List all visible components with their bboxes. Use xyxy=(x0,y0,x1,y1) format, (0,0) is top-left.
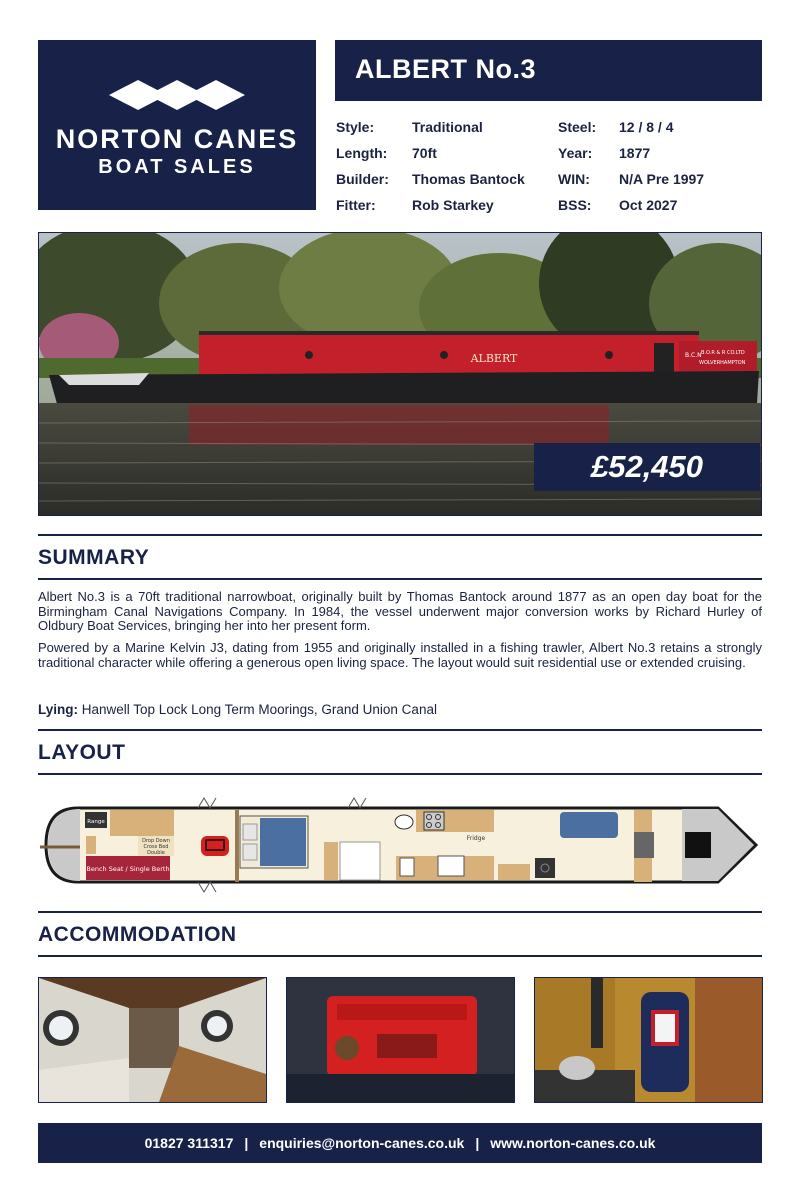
diamond-logo-icon xyxy=(38,78,316,112)
layout-heading: LAYOUT xyxy=(38,741,126,764)
drop-bed-label-2: Cross Bed xyxy=(143,844,169,850)
divider-rule xyxy=(38,773,762,775)
spec-value: N/A Pre 1997 xyxy=(619,171,705,187)
contact-footer xyxy=(38,1123,762,1163)
summary-paragraph-2: Powered by a Marine Kelvin J3, dating from 1955 and originally installed in a fishing trawler, Albert No.3 retains a strongly traditional character while offering a generous open living space. The layout would suit residential use or extended cruising. xyxy=(38,640,762,670)
hull-name-text: ALBERT xyxy=(470,352,518,365)
drop-bed-label-3: Double xyxy=(147,850,165,856)
spec-value: Thomas Bantock xyxy=(412,171,525,187)
divider-rule xyxy=(38,578,762,580)
hull-sign-line-1: B.C.N xyxy=(685,352,702,359)
title-bar xyxy=(335,40,762,101)
spec-value: Oct 2027 xyxy=(619,197,678,213)
spec-value: 70ft xyxy=(412,145,437,161)
hull-sign-line-2: B.O.R & R CO.LTD xyxy=(701,350,745,356)
spec-value: 1877 xyxy=(619,145,651,161)
footer-phone[interactable]: 01827 311317 xyxy=(144,1135,234,1151)
spec-label: Length: xyxy=(336,145,388,161)
logo-line-1: NORTON CANES xyxy=(55,124,299,154)
spec-label: BSS: xyxy=(558,197,592,213)
spec-label: Steel: xyxy=(558,119,597,135)
footer-divider: | xyxy=(244,1135,249,1151)
spec-value: Traditional xyxy=(412,119,483,135)
summary-paragraph-1: Albert No.3 is a 70ft traditional narrowboat, originally built by Thomas Bantock around 1877 as an open day boat for the Birmingham Canal Navigations Company. In 1984, the vessel underwent major conversion works by Richard Hurley of Oldbury Boat Services, bringing her into her present form. xyxy=(38,589,762,633)
bench-seat-label: Bench Seat / Single Berth xyxy=(86,865,170,873)
drop-bed-label-1: Drop Down xyxy=(142,838,170,844)
price-badge: £52,450 xyxy=(534,443,760,491)
hull-sign-line-3: WOLVERHAMPTON xyxy=(699,360,746,366)
divider-rule xyxy=(38,729,762,731)
engine-photo xyxy=(286,977,515,1103)
logo-line-2: BOAT SALES xyxy=(98,156,256,178)
interior-photo-galley xyxy=(38,977,267,1103)
accommodation-heading: ACCOMMODATION xyxy=(38,923,237,946)
lying-line xyxy=(38,702,437,717)
spec-label: WIN: xyxy=(558,171,590,187)
divider-rule xyxy=(38,911,762,913)
footer-email[interactable]: enquiries@norton-canes.co.uk xyxy=(259,1135,465,1151)
summary-heading: SUMMARY xyxy=(38,546,150,569)
divider-rule xyxy=(38,534,762,536)
fridge-label: Fridge xyxy=(466,835,486,842)
company-logo xyxy=(38,40,316,210)
spec-value: 12 / 8 / 4 xyxy=(619,119,674,135)
footer-website[interactable]: www.norton-canes.co.uk xyxy=(490,1135,656,1151)
interior-photo-stove xyxy=(534,977,763,1103)
divider-rule xyxy=(38,955,762,957)
range-label: Range xyxy=(87,819,105,825)
spec-label: Style: xyxy=(336,119,375,135)
footer-divider: | xyxy=(475,1135,480,1151)
spec-label: Fitter: xyxy=(336,197,376,213)
boat-layout-plan xyxy=(38,792,762,902)
lying-value: Hanwell Top Lock Long Term Moorings, Grand Union Canal xyxy=(81,702,437,717)
spec-label: Year: xyxy=(558,145,593,161)
spec-label: Builder: xyxy=(336,171,389,187)
lying-label: Lying: xyxy=(38,702,78,717)
boat-title: ALBERT No.3 xyxy=(355,54,536,84)
spec-value: Rob Starkey xyxy=(412,197,494,213)
